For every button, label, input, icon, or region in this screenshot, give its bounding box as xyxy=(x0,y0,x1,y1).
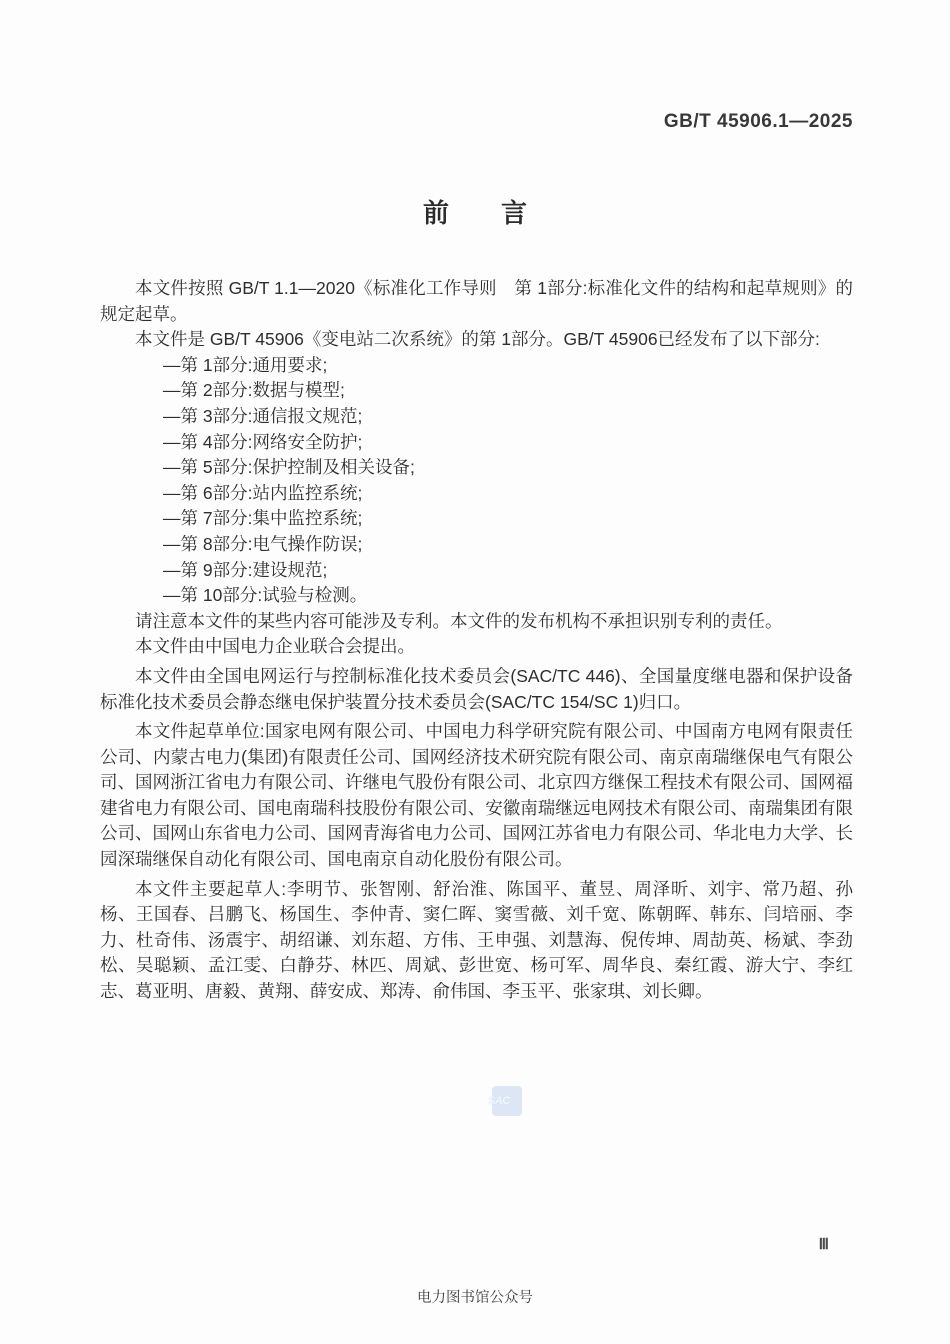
footer-note: 电力图书馆公众号 xyxy=(417,1290,533,1306)
parts-list-item: —第 10部分:试验与检测。 xyxy=(163,585,368,606)
sac-watermark xyxy=(488,1086,522,1116)
paragraph-main-drafters: 本文件主要起草人:李明节、张智刚、舒治淮、陈国平、董昱、周泽昕、刘宇、常乃超、孙杨、王国春、吕鹏飞、杨国生、李仲青、窦仁晖、窦雪薇、刘千宽、陈朝晖、韩东、闫培丽、李力、杜奇伟、汤震宇、胡绍谦、刘东超、方伟、王申强、刘慧海、倪传坤、周劼英、杨斌、李劲松、吴聪颖、孟江雯、白静芬、林匹、周斌、彭世宽、杨可军、周华良、秦红霞、游大宁、李红志、葛亚明、唐毅、黄翔、薛安成、郑涛、俞伟国、李玉平、张家琪、刘长卿。 xyxy=(100,878,853,1002)
parts-list-item: —第 2部分:数据与模型; xyxy=(163,380,345,401)
parts-list-item: —第 3部分:通信报文规范; xyxy=(163,405,363,426)
paragraph-centralized-by: 本文件由全国电网运行与控制标准化技术委员会(SAC/TC 446)、全国量度继电器和保护设备标准化技术委员会静态继电保护装置分技术委员会(SAC/TC 154/SC 1)归口。 xyxy=(100,665,853,712)
foreword-body xyxy=(100,276,853,1005)
standard-number: GB/T 45906.1—2025 xyxy=(663,111,853,132)
paragraph-patent-notice: 请注意本文件的某些内容可能涉及专利。本文件的发布机构不承担识别专利的责任。 xyxy=(135,610,783,631)
parts-list-item: —第 8部分:电气操作防误; xyxy=(163,533,363,554)
parts-list-item: —第 9部分:建设规范; xyxy=(163,559,328,580)
parts-list-item: —第 1部分:通用要求; xyxy=(163,354,328,375)
parts-list-item: —第 7部分:集中监控系统; xyxy=(163,508,363,529)
paragraph-drafting-organizations: 本文件起草单位:国家电网有限公司、中国电力科学研究院有限公司、中国南方电网有限责任公司、内蒙古电力(集团)有限责任公司、国网经济技术研究院有限公司、南京南瑞继保电气有限公司、国网浙江省电力有限公司、许继电气股份有限公司、北京四方继保工程技术有限公司、国网福建省电力有限公司、国电南瑞科技股份有限公司、安徽南瑞继远电网技术有限公司、南瑞集团有限公司、国网山东省电力公司、国网青海省电力公司、国网江苏省电力有限公司、华北电力大学、长园深瑞继保自动化有限公司、国电南京自动化股份有限公司。 xyxy=(100,721,853,870)
parts-list xyxy=(100,353,853,609)
parts-list-item: —第 4部分:网络安全防护; xyxy=(163,431,363,452)
paragraph-proposed-by: 本文件由中国电力企业联合会提出。 xyxy=(135,636,415,657)
paragraph-drafting-rules: 本文件按照 GB/T 1.1—2020《标准化工作导则 第 1部分:标准化文件的结构和起草规则》的规定起草。 xyxy=(100,278,853,324)
parts-list-item: —第 6部分:站内监控系统; xyxy=(163,482,363,503)
sac-watermark-text: SAC xyxy=(488,1095,510,1107)
paragraph-series-intro: 本文件是 GB/T 45906《变电站二次系统》的第 1部分。GB/T 45906已经发布了以下部分: xyxy=(135,329,820,350)
page-title: 前 言 xyxy=(422,198,527,228)
page-number: Ⅲ xyxy=(818,1237,829,1253)
parts-list-item: —第 5部分:保护控制及相关设备; xyxy=(163,457,415,478)
